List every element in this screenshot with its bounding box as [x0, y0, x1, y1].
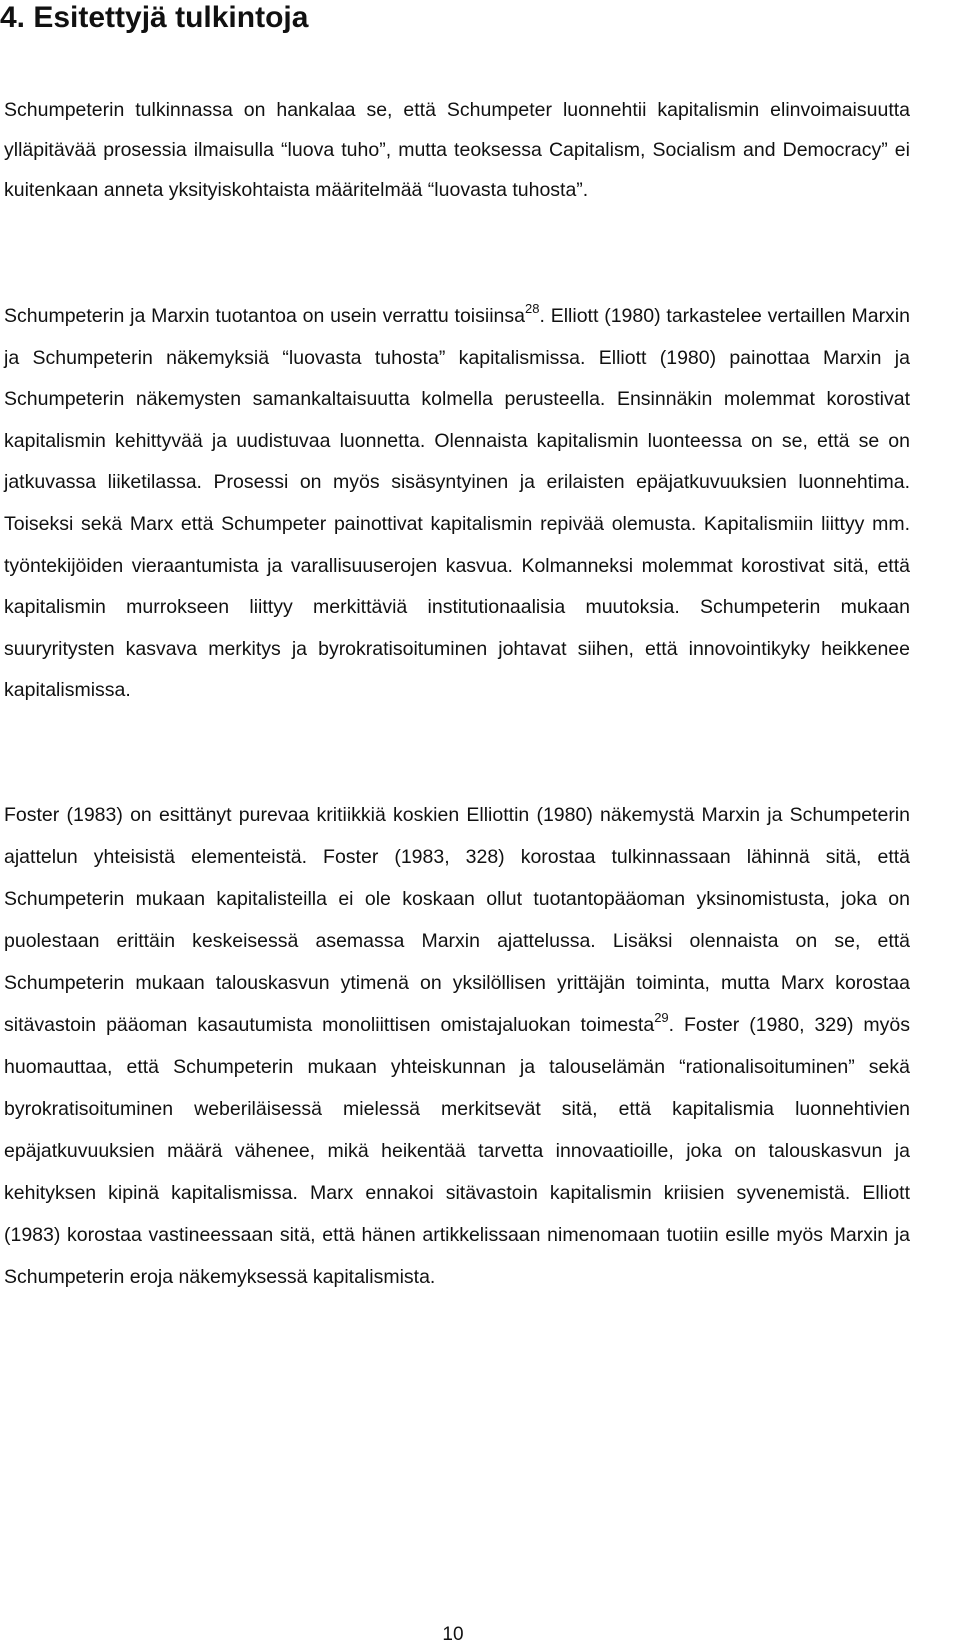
paragraph-2-text-start: Schumpeterin ja Marxin tuotantoa on usein verrattu toisiinsa: [4, 305, 525, 327]
footnote-ref-29: 29: [654, 1010, 669, 1025]
paragraph-3-text-start: Foster (1983) on esittänyt purevaa kritiikkiä koskien Elliottin (1980) näkemystä Marxin ja Schumpeterin ajattelun yhteisistä elementeistä. Foster (1983, 328) korostaa tulkinnassaan lähinnä sitä, että Schumpeterin mukaan kapitalisteilla ei ole koskaan ollut tuotantopääoman yksinomistusta, joka on puolestaan erittäin keskeisessä asemassa Marxin ajattelussa. Lisäksi olennaista on se, että Schumpeterin mukaan talouskasvun ytimenä on yksilöllisen yrittäjän toiminta, mutta Marx korostaa sitävastoin pääoman kasautumista monoliittisen omistajaluokan toimesta: [4, 804, 910, 1036]
paragraph-3: [4, 794, 910, 1298]
footnote-ref-28: 28: [524, 301, 540, 316]
paragraph-3-text-end: . Foster (1980, 329) myös huomauttaa, että Schumpeterin mukaan yhteiskunnan ja talouselämän “rationalisoituminen” sekä byrokratisoituminen weberiläisessä mielessä merkitsevät sitä, että kapitalismia luonnehtivien epäjatkuvuuksien määrä vähenee, mikä heikentää tarvetta innovaatioille, joka on talouskasvun ja kehityksen kipinä kapitalismissa. Marx ennakoi sitävastoin kapitalismin kriisien syvenemistä. Elliott (1983) korostaa vastineessaan sitä, että hänen artikkelissaan nimenomaan tuotiin esille myös Marxin ja Schumpeterin eroja näkemyksessä kapitalismista.: [4, 1014, 910, 1288]
paragraph-1: Schumpeterin tulkinnassa on hankalaa se, että Schumpeter luonnehtii kapitalismin elinvoimaisuutta ylläpitävää prosessia ilmaisulla “luova tuho”, mutta teoksessa Capitalism, Socialism and Democracy” ei kuitenkaan anneta yksityiskohtaista määritelmää “luovasta tuhosta”.: [4, 99, 910, 201]
paragraph-2-text-end: . Elliott (1980) tarkastelee vertaillen Marxin ja Schumpeterin näkemyksiä “luovasta tuhosta” kapitalismissa. Elliott (1980) painottaa Marxin ja Schumpeterin näkemysten samankaltaisuutta kolmella perusteella. Ensinnäkin molemmat korostivat kapitalismin kehittyvää ja uudistuvaa luonnetta. Olennaista kapitalismin luonteessa on se, että se on jatkuvassa liiketilassa. Prosessi on myös sisäsyntyinen ja erilaisten epäjatkuvuuksien luonnehtima. Toiseksi sekä Marx että Schumpeter painottivat kapitalismin repivää olemusta. Kapitalismiin liittyy mm. työntekijöiden vieraantumista ja varallisuuserojen kasvua. Kolmanneksi molemmat korostivat sitä, että kapitalismin murrokseen liittyy merkittäviä institutionaalisia muutoksia. Schumpeterin mukaan suuryritysten kasvava merkitys ja byrokratisoituminen johtavat siihen, että innovointikyky heikkenee kapitalismissa.: [4, 305, 910, 702]
paragraph-2: [4, 296, 910, 712]
page-number: 10: [442, 1624, 464, 1645]
section-heading: 4. Esitettyjä tulkintoja: [0, 1, 309, 34]
